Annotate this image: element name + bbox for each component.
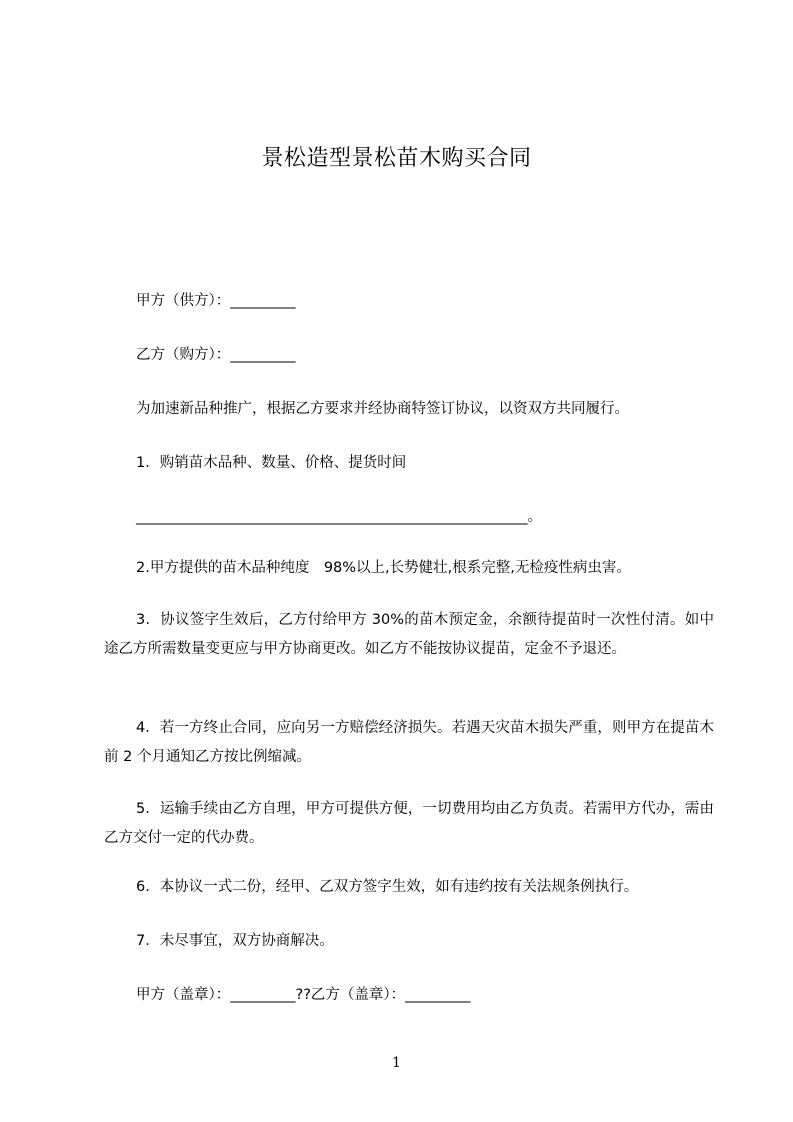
party-b-line: 乙方（购方）：_________ <box>136 347 296 363</box>
clause-1-blank: ______________________________________________________。 <box>136 509 542 525</box>
clause-2: 2.甲方提供的苗木品种纯度 98%以上,长势健壮,根系完整,无检疫性病虫害。 <box>136 560 631 576</box>
clause-3: 3．协议签字生效后，乙方付给甲方 30%的苗木预定金，余额待提苗时一次性付清。如中途乙方所需数量变更应与甲方协商更改。如乙方不能按协议提苗，定金不予退还。 <box>104 612 714 657</box>
document-title: 景松造型景松苗木购买合同 <box>261 146 532 171</box>
clause-4: 4．若一方终止合同，应向另一方赔偿经济损失。若遇天灾苗木损失严重，则甲方在提苗木前 2 个月通知乙方按比例缩减。 <box>104 720 714 765</box>
signature-line: 甲方（盖章）：_________??乙方（盖章）：_________ <box>136 987 471 1003</box>
intro-paragraph: 为加速新品种推广，根据乙方要求并经协商特签订协议，以资双方共同履行。 <box>136 401 629 417</box>
page-number: 1 <box>392 1055 401 1071</box>
clause-5: 5．运输手续由乙方自理，甲方可提供方便，一切费用均由乙方负责。若需甲方代办，需由乙方交付一定的代办费。 <box>104 801 714 846</box>
party-a-line: 甲方（供方）：_________ <box>136 293 296 309</box>
clause-6: 6．本协议一式二份，经甲、乙双方签字生效，如有违约按有关法规条例执行。 <box>136 879 639 895</box>
clause-1-heading: 1．购销苗木品种、数量、价格、提货时间 <box>136 455 407 471</box>
clause-7: 7．未尽事宜，双方协商解决。 <box>136 933 334 949</box>
